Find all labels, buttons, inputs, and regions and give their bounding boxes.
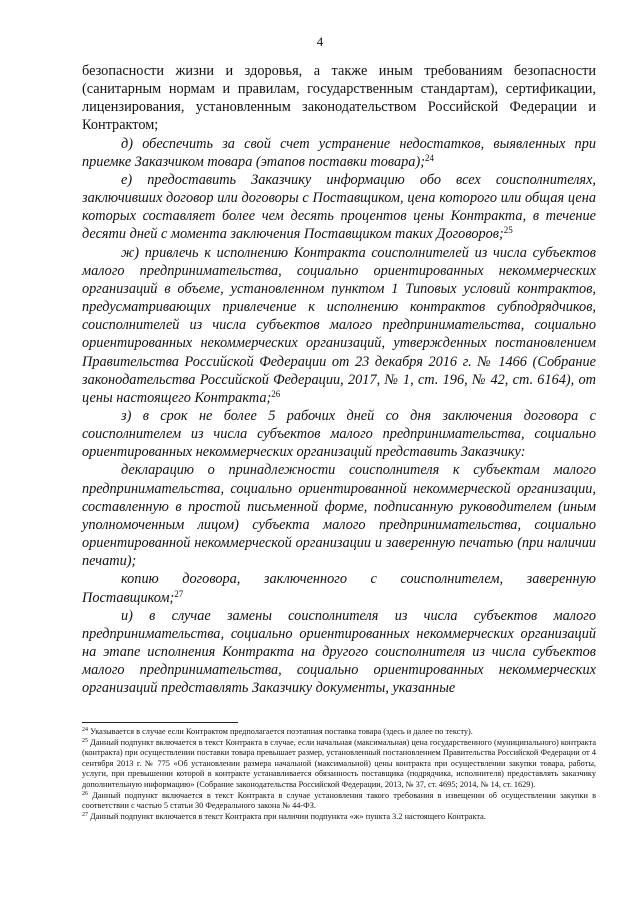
- paragraph-item-d: д) обеспечить за свой счет устранение недостатков, выявленных при приемке Заказчиком товара (этапов поставки товара);$^{24}$: [82, 135, 596, 170]
- paragraph-item-z: з) в срок не более 5 рабочих дней со дня заключения договора с соисполнителем из числа субъектов малого предпринимательства, социально ориентированных некоммерческих организаций представить Заказчику:: [82, 407, 596, 461]
- footnote: $^{27}$ Данный подпункт включается в текст Контракта при наличии подпункта «ж» пункта 3.2 настоящего Контракта.: [82, 811, 486, 821]
- footnote-ref[interactable]: 27: [174, 588, 184, 599]
- footnote-ref[interactable]: 24: [424, 152, 434, 163]
- paragraph-contract-copy: копию договора, заключенного с соисполнителем, заверенную Поставщиком;$^{27}$: [82, 571, 596, 606]
- page-number: 4: [316, 34, 324, 49]
- footnote: $^{25}$ Данный подпункт включается в текст Контракта в случае, если начальная (максимальная) цена государственного (муниципального) контракта (контракта) при осуществлении поставки товара превышает размер, установленный постановлением Правительства Российской Федерации от 4 сентября 2013 г. № 775 «Об установлении размера начальной (максимальной) цены контракта при осуществлении закупки товара, работы, услуги, при превышении которой в контракте устанавливается обязанность поставщика (подрядчика, исполнителя) предоставлять заказчику дополнительную информацию» (Собрание законодательства Российской Федерации, 2013, № 37, ст. 4695; 2014, № 14, ст. 1629).: [82, 737, 597, 789]
- paragraph-item-zh: ж) привлечь к исполнению Контракта соисполнителей из числа субъектов малого предпринимательства, социально ориентированных некоммерческих организаций в объеме, установленном пунктом 1 Типовых условий контрактов, предусматривающих привлечение к исполнению контрактов субподрядчиков, соисполнителей из числа субъектов малого предпринимательства, социально ориентированных некоммерческих организаций, утвержденных постановлением Правительства Российской Федерации от 23 декабря 2016 г. № 1466 (Собрание законодательства Российской Федерации, 2017, № 1, ст. 196, № 42, ст. 6164), от цены настоящего Контракта;$^{26}$: [82, 244, 596, 406]
- footnote: $^{24}$ Указывается в случае если Контрактом предполагается поэтапная поставка товара (здесь и далее по тексту).: [82, 727, 473, 736]
- footnote-ref[interactable]: 26: [271, 388, 281, 399]
- footnote-divider: [82, 722, 238, 723]
- main-text: [82, 62, 596, 697]
- footnotes: [82, 727, 596, 822]
- paragraph-safety-requirements: безопасности жизни и здоровья, а также иным требованиям безопасности (санитарным нормам и правилам, государственным стандартам), сертификации, лицензирования, установленным законодательством Российской Федерации и Контрактом;: [82, 63, 596, 134]
- paragraph-declaration: декларацию о принадлежности соисполнителя к субъектам малого предпринимательства, социально ориентированной некоммерческой организации, составленную в простой письменной форме, подписанную руководителем (иным уполномоченным лицом) субъекта малого предпринимательства, социально ориентированной некоммерческой организации и заверенную печатью (при наличии печати);: [82, 462, 596, 570]
- footnote-ref[interactable]: 25: [503, 225, 513, 236]
- paragraph-item-i: и) в случае замены соисполнителя из числа субъектов малого предпринимательства, социально ориентированных некоммерческих организаций на этапе исполнения Контракта на другого соисполнителя из числа субъектов малого предпринимательства, социально ориентированных некоммерческих организаций представлять Заказчику документы, указанные: [82, 607, 596, 697]
- paragraph-item-e: е) предоставить Заказчику информацию обо всех соисполнителях, заключивших договор или договоры с Поставщиком, цена которого или общая цена которых составляет более чем десять процентов цены Контракта, в течение десяти дней с момента заключения Поставщиком таких Договоров;$^{25}$: [82, 171, 596, 243]
- footnote: $^{26}$ Данный подпункт включается в текст Контракта в случае установления такого требования в извещении об осуществлении закупки в соответствии с частью 5 статьи 30 Федерального закона № 44-ФЗ.: [82, 790, 597, 811]
